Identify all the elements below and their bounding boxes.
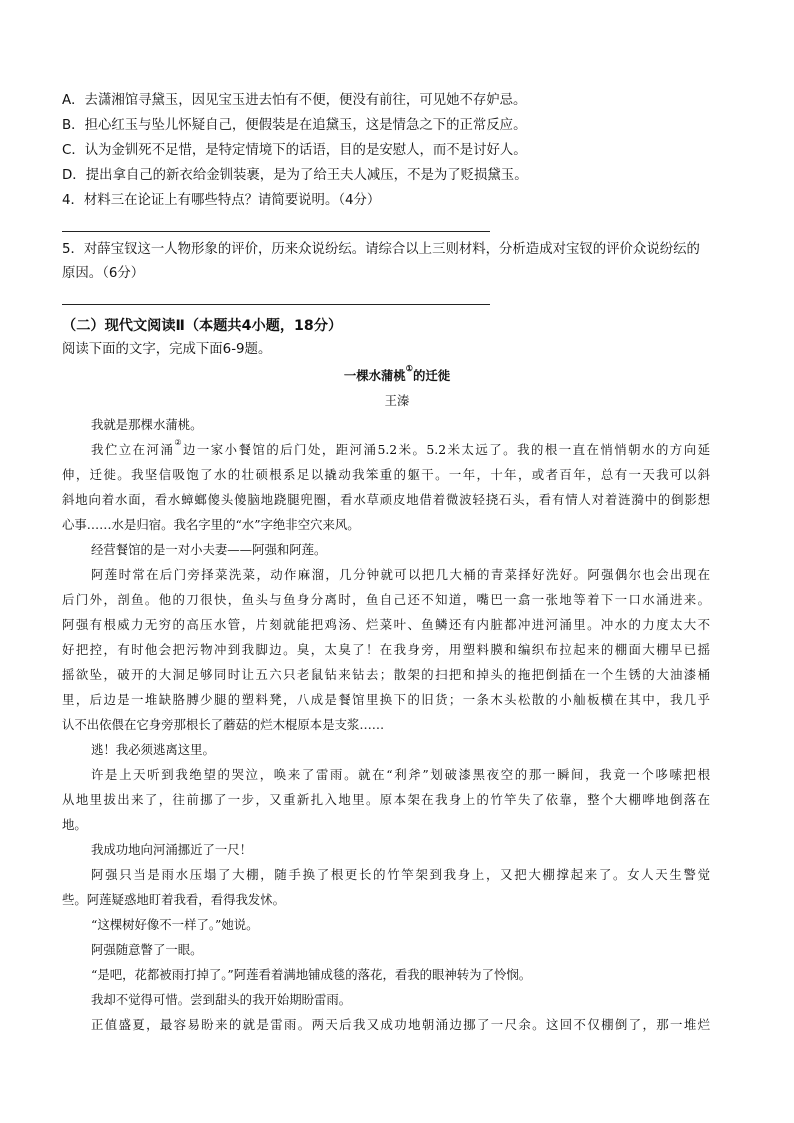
paragraph-6-line-3: 地。 (62, 817, 87, 832)
footnote-mark-2: ② (174, 438, 184, 447)
paragraph-5: 逃！我必须逃离这里。 (91, 742, 215, 757)
option-a: A．去潇湘馆寻黛玉，因见宝玉进去怕有不便，便没有前往，可见她不存妒忌。 (62, 93, 527, 108)
title-main: 一棵水蒲桃 (343, 368, 406, 383)
answer-line-5 (62, 304, 490, 305)
paragraph-11: “是吧，花都被雨打掉了。”阿莲看着满地铺成毯的落花，看我的眼神转为了怜悯。 (91, 967, 532, 982)
paragraph-7: 我成功地向河涌挪近了一尺！ (91, 842, 253, 857)
title-footnote-mark: ① (405, 363, 413, 373)
answer-line-4 (62, 231, 490, 232)
paragraph-8-line-2: 些。阿莲疑惑地盯着我看，看得我发怵。 (62, 892, 286, 907)
paragraph-4-line-6: 里，后边是一堆缺胳膊少腿的塑料凳，八成是餐馆里换下的旧货；一条木头松散的小舢板横在其中，我几乎 (62, 692, 710, 707)
paragraph-4-line-2: 后门外，剖鱼。他的刀很快，鱼头与鱼身分离时，鱼自己还不知道，嘴巴一翕一张地等着下一口水涌进来。 (62, 592, 710, 607)
paragraph-4-line-5: 摇欲坠，破开的大洞足够同时让五六只老鼠钻来钻去；散架的扫把和掉头的拖把倒插在一个生锈的大油漆桶 (62, 667, 710, 682)
paragraph-2-line-4: 心事……水是归宿。我名字里的“水”字绝非空穴来风。 (62, 517, 360, 532)
article-title (0, 363, 794, 384)
option-b: B．担心红玉与坠儿怀疑自己，便假装是在追黛玉，这是情急之下的正常反应。 (62, 118, 527, 133)
paragraph-6-line-2: 从地里拔出来了，往前挪了一步，又重新扎入地里。原本架在我身上的竹竿失了依靠，整个大棚哗地倒落在 (62, 792, 710, 807)
paragraph-6-line-1: 许是上天听到我绝望的哭泣，唤来了雷雨。就在“利斧”划破漆黑夜空的那一瞬间，我竟一个哆嗦把根 (91, 767, 710, 782)
title-tail: 的迁徙 (412, 368, 451, 383)
question-4: 4．材料三在论证上有哪些特点？请简要说明。（4分） (62, 193, 381, 208)
option-c: C．认为金钏死不足惜，是特定情境下的话语，目的是安慰人，而不是讨好人。 (62, 143, 527, 158)
question-5-line1: 5．对薛宝钗这一人物形象的评价，历来众说纷纭。请综合以上三则材料，分析造成对宝钗的评价众说纷纭的 (62, 242, 700, 257)
article-author: 王溱 (384, 393, 410, 408)
question-5-line2: 原因。（6分） (62, 266, 145, 281)
paragraph-8-line-1: 阿强只当是雨水压塌了大棚，随手换了根更长的竹竿架到我身上，又把大棚撑起来了。女人天生警觉 (91, 867, 710, 882)
paragraph-2-line-2: 伸，迁徙。我坚信吸饱了水的壮硕根系足以撬动我笨重的躯干。一年，十年，或者百年，总有一天我可以斜 (62, 467, 710, 482)
paragraph-10: 阿强随意瞥了一眼。 (91, 942, 203, 957)
paragraph-13-line-1: 正值盛夏，最容易盼来的就是雷雨。两天后我又成功地朝涌边挪了一尺余。这回不仅棚倒了，那一堆烂 (91, 1017, 710, 1032)
paragraph-4-line-7: 认不出依偎在它身旁那根长了蘑菇的烂木棍原本是支浆…… (62, 717, 385, 732)
paragraph-4-line-3: 阿强有根威力无穷的高压水管，片刻就能把鸡汤、烂菜叶、鱼鳞还有内脏都冲进河涌里。冲水的力度太大不 (62, 617, 710, 632)
paragraph-4-line-1: 阿莲时常在后门旁择菜洗菜，动作麻溜，几分钟就可以把几大桶的青菜择好洗好。阿强偶尔也会出现在 (91, 567, 710, 582)
paragraph-3: 经营餐馆的是一对小夫妻——阿强和阿莲。 (91, 542, 327, 557)
paragraph-2-line-3: 斜地向着水面，看水蟑螂傻头傻脑地跷腿兜圈，看水草顽皮地借着微波轻挠石头，看有情人对着涟漪中的倒影想 (62, 492, 710, 507)
paragraph-4-line-4: 好把控，有时他会把污物冲到我脚边。臭，太臭了！在我身旁，用塑料膜和编织布拉起来的棚面大棚早已摇 (62, 642, 710, 657)
paragraph-9: “这棵树好像不一样了。”她说。 (91, 917, 259, 932)
paragraph-2-line-1: 我伫立在河涌②边一家小餐馆的后门处，距河涌5.2米。5.2米太远了。我的根一直在悄悄朝水的方向延 (91, 438, 711, 457)
paragraph-1: 我就是那棵水蒲桃。 (91, 417, 203, 432)
option-d: D．提出拿自己的新衣给金钏装裹，是为了给王夫人减压，不是为了贬损黛玉。 (62, 168, 528, 183)
instruction: 阅读下面的文字，完成下面6-9题。 (62, 342, 272, 357)
paragraph-12: 我却不觉得可惜。尝到甜头的我开始期盼雷雨。 (91, 992, 352, 1007)
section-heading: （二）现代文阅读Ⅱ（本题共4小题，18分） (62, 318, 343, 334)
